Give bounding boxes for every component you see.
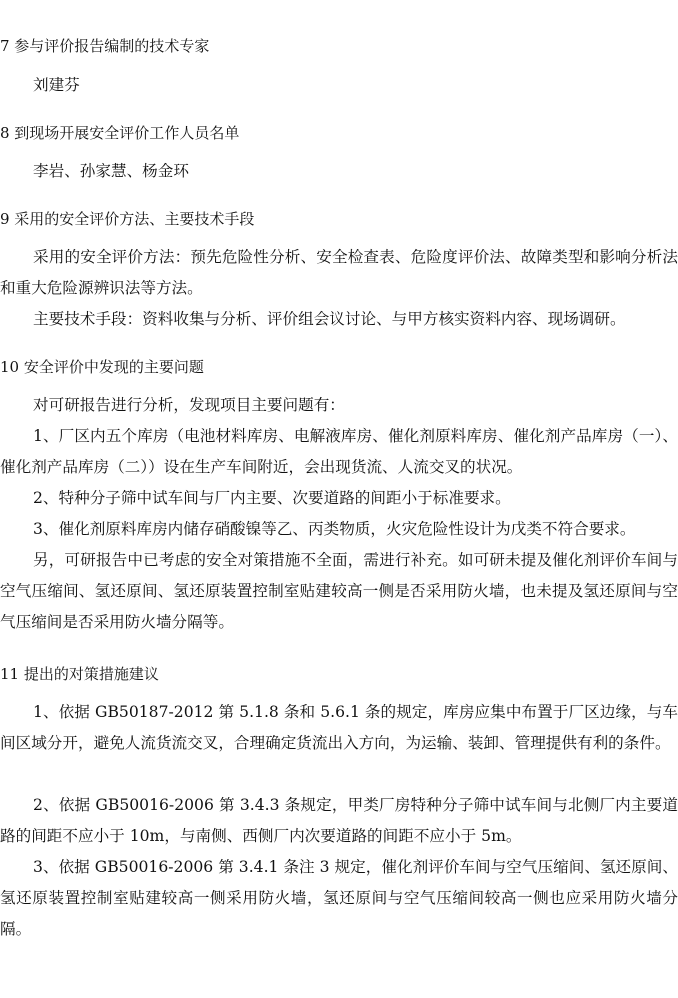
- section-11-paragraph-1: 1、依据 GB50187-2012 第 5.1.8 条和 5.6.1 条的规定，库房应集中布置于厂区边缘，与车间区域分开，避免人流货流交叉，合理确定货流出入方向，为运输、装卸、管理提供有利的条件。: [0, 703, 678, 752]
- section-10-paragraph-2: 1、厂区内五个库房（电池材料库房、电解液库房、催化剂原料库房、催化剂产品库房（一）、催化剂产品库房（二））设在生产车间附近，会出现货流、人流交叉的状况。: [0, 427, 678, 476]
- section-7-paragraph: 刘建芬: [33, 76, 80, 94]
- section-11-heading: 11 提出的对策措施建议: [0, 665, 159, 683]
- section-10-paragraph-4: 3、催化剂原料库房内储存硝酸镍等乙、丙类物质，火灾危险性设计为戊类不符合要求。: [33, 520, 636, 538]
- section-10-paragraph-1: 对可研报告进行分析，发现项目主要问题有：: [33, 396, 345, 414]
- section-8-heading: 8 到现场开展安全评价工作人员名单: [0, 124, 240, 142]
- section-7-heading: 7 参与评价报告编制的技术专家: [0, 37, 210, 55]
- section-9-paragraph-1: 采用的安全评价方法：预先危险性分析、安全检查表、危险度评价法、故障类型和影响分析法和重大危险源辨识法等方法。: [0, 248, 678, 297]
- section-11-paragraph-2: 2、依据 GB50016-2006 第 3.4.3 条规定，甲类厂房特种分子筛中试车间与北侧厂内主要道路的间距不应小于 10m，与南侧、西侧厂内次要道路的间距不应小于 5m。: [0, 796, 678, 845]
- section-10-paragraph-5: 另，可研报告中已考虑的安全对策措施不全面，需进行补充。如可研未提及催化剂评价车间与空气压缩间、氢还原间、氢还原装置控制室贴建较高一侧是否采用防火墙，也未提及氢还原间与空气压缩间是否采用防火墙分隔等。: [0, 551, 678, 631]
- section-9-heading: 9 采用的安全评价方法、主要技术手段: [0, 210, 255, 228]
- section-11-paragraph-3: 3、依据 GB50016-2006 第 3.4.1 条注 3 规定，催化剂评价车间与空气压缩间、氢还原间、氢还原装置控制室贴建较高一侧采用防火墙，氢还原间与空气压缩间较高一侧也应采用防火墙分隔。: [0, 858, 678, 938]
- section-9-paragraph-2: 主要技术手段：资料收集与分析、评价组会议讨论、与甲方核实资料内容、现场调研。: [33, 310, 626, 328]
- section-10-paragraph-3: 2、特种分子筛中试车间与厂内主要、次要道路的间距小于标准要求。: [33, 489, 511, 507]
- section-8-paragraph: 李岩、孙家慧、杨金环: [33, 162, 189, 180]
- section-10-heading: 10 安全评价中发现的主要问题: [0, 358, 204, 376]
